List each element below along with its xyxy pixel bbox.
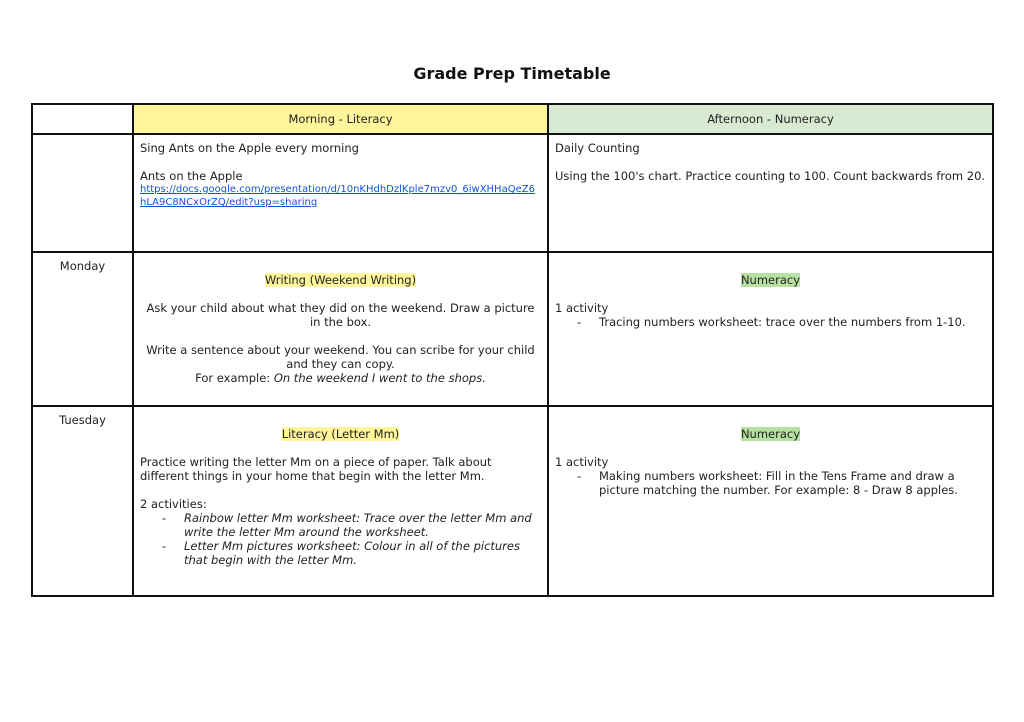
list-item: - Letter Mm pictures worksheet: Colour in all of the pictures that begin with the letter Mm.	[184, 539, 541, 567]
tuesday-row	[32, 406, 993, 596]
header-day-cell	[32, 104, 133, 134]
tuesday-literacy-list	[140, 511, 541, 567]
ants-on-apple-link[interactable]: https://docs.google.com/presentation/d/10nKHdhDzlKple7mzv0_6iwXHHaQeZ6hLA9C8NCxOrZQ/edit?usp=sharing	[140, 184, 535, 208]
tuesday-literacy-heading: Literacy (Letter Mm)	[281, 427, 400, 441]
list-item: - Tracing numbers worksheet: trace over the numbers from 1-10.	[599, 315, 986, 329]
header-literacy-cell: Morning - Literacy	[133, 104, 548, 134]
ants-on-apple-label: Ants on the Apple	[140, 169, 243, 183]
tuesday-numeracy-list	[555, 469, 986, 497]
header-row	[32, 104, 993, 134]
list-item: - Making numbers worksheet: Fill in the Tens Frame and draw a picture matching the number. For example: 8 - Draw 8 apples.	[599, 469, 986, 497]
monday-literacy-heading: Writing (Weekend Writing)	[264, 273, 417, 287]
tuesday-day-cell: Tuesday	[32, 406, 133, 596]
tuesday-numeracy-cell	[548, 406, 993, 596]
monday-numeracy-list	[555, 315, 986, 329]
monday-literacy-example	[140, 371, 541, 385]
daily-routine-day-cell	[32, 134, 133, 252]
daily-routine-row	[32, 134, 993, 252]
page-title: Grade Prep Timetable	[413, 64, 611, 83]
tuesday-literacy-activity-count: 2 activities:	[140, 497, 207, 511]
daily-routine-numeracy-cell	[548, 134, 993, 252]
monday-literacy-para1: Ask your child about what they did on the weekend. Draw a picture in the box.	[146, 301, 535, 329]
tuesday-literacy-cell	[133, 406, 548, 596]
monday-numeracy-activity-count: 1 activity	[555, 301, 609, 315]
monday-example-text: On the weekend I went to the shops.	[273, 371, 486, 385]
daily-counting-label: Daily Counting	[555, 141, 640, 155]
monday-example-label: For example:	[195, 371, 274, 385]
header-numeracy-cell: Afternoon - Numeracy	[548, 104, 993, 134]
timetable	[31, 103, 994, 597]
monday-literacy-para2: Write a sentence about your weekend. You can scribe for your child and they can copy.	[146, 343, 535, 371]
daily-counting-text: Using the 100's chart. Practice counting to 100. Count backwards from 20.	[555, 169, 986, 183]
tuesday-literacy-para1: Practice writing the letter Mm on a piece of paper. Talk about different things in your home that begin with the letter Mm.	[140, 455, 492, 483]
monday-day-cell: Monday	[32, 252, 133, 406]
monday-numeracy-heading: Numeracy	[740, 273, 801, 287]
monday-numeracy-cell	[548, 252, 993, 406]
list-item: - Rainbow letter Mm worksheet: Trace over the letter Mm and write the letter Mm around the worksheet.	[184, 511, 541, 539]
tuesday-numeracy-heading: Numeracy	[740, 427, 801, 441]
tuesday-numeracy-activity-count: 1 activity	[555, 455, 609, 469]
monday-row	[32, 252, 993, 406]
monday-literacy-cell	[133, 252, 548, 406]
daily-routine-literacy-line: Sing Ants on the Apple every morning	[140, 141, 359, 155]
daily-routine-literacy-cell	[133, 134, 548, 252]
